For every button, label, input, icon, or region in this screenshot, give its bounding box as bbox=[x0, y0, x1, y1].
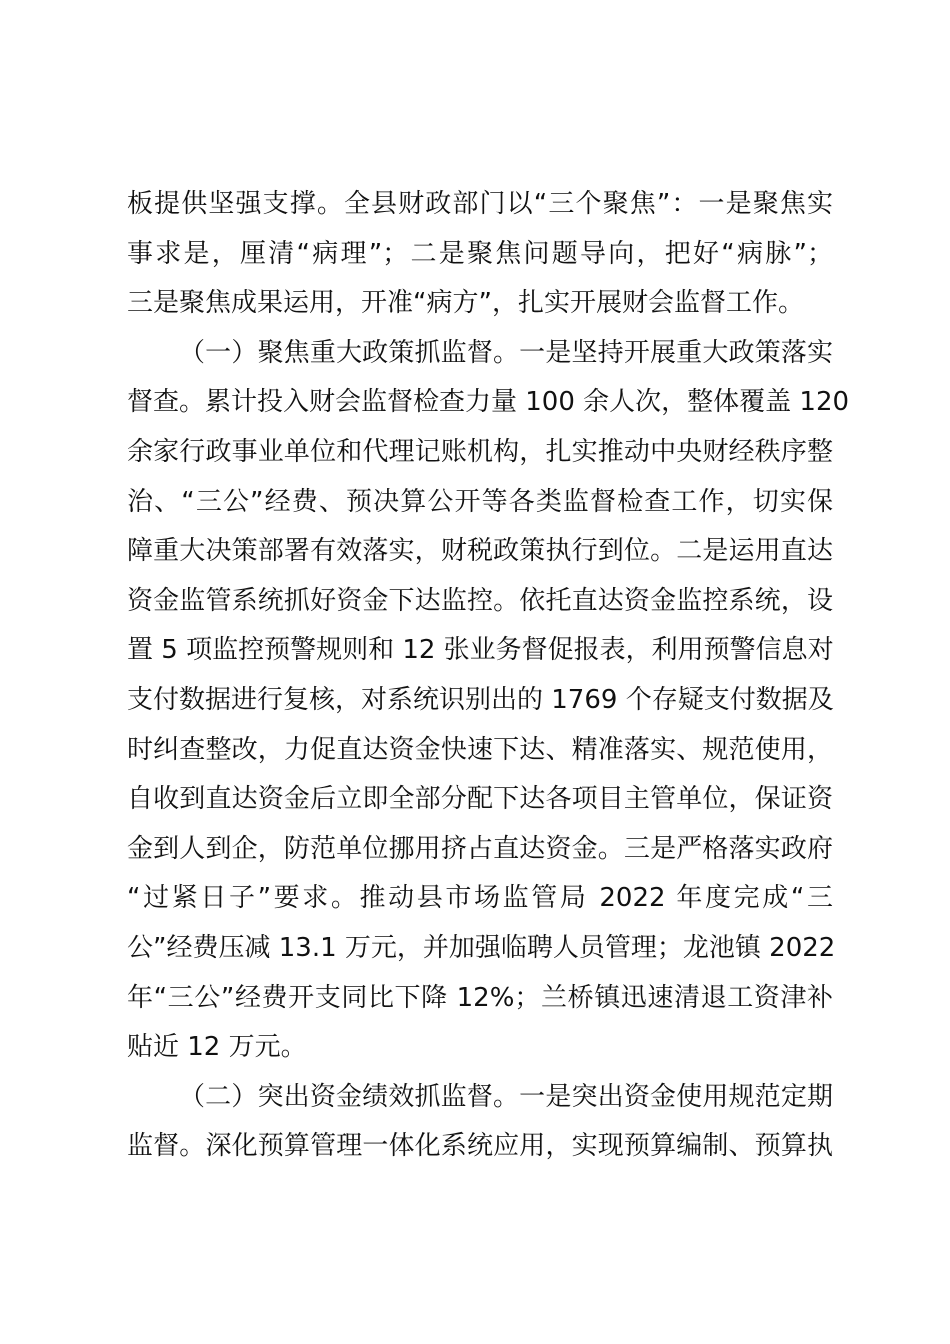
paragraph-section-2 bbox=[127, 1073, 833, 1172]
text-line: 板提供坚强支撑。全县财政部门以“三个聚焦”：一是聚焦实 bbox=[127, 189, 833, 219]
text-line: 督查。累计投入财会监督检查力量 100 余人次，整体覆盖 120 bbox=[127, 387, 850, 418]
text-line: 自收到直达资金后立即全部分配下达各项目主管单位，保证资 bbox=[127, 784, 833, 815]
text-line: （一）聚焦重大政策抓监督。一是坚持开展重大政策落实 bbox=[179, 337, 833, 368]
text-line: 时纠查整改，力促直达资金快速下达、精准落实、规范使用， bbox=[127, 734, 833, 765]
text-line: 支付数据进行复核，对系统识别出的 1769 个存疑支付数据及 bbox=[127, 684, 834, 715]
text-line: 金到人到企，防范单位挪用挤占直达资金。三是严格落实政府 bbox=[127, 833, 833, 864]
text-line: “过紧日子”要求。推动县市场监管局 2022 年度完成“三 bbox=[127, 883, 833, 914]
text-line: 监督。深化预算管理一体化系统应用，实现预算编制、预算执 bbox=[127, 1131, 833, 1162]
text-line: 资金监管系统抓好资金下达监控。依托直达资金监控系统，设 bbox=[127, 585, 833, 616]
text-line: 治、“三公”经费、预决算公开等各类监督检查工作，切实保 bbox=[127, 486, 833, 517]
text-line: （二）突出资金绩效抓监督。一是突出资金使用规范定期 bbox=[179, 1081, 833, 1112]
text-line: 余家行政事业单位和代理记账机构，扎实推动中央财经秩序整 bbox=[127, 436, 833, 467]
paragraph-section-1 bbox=[127, 329, 850, 1073]
document-body bbox=[127, 180, 850, 1172]
text-line: 三是聚焦成果运用，开准“病方”，扎实开展财会监督工作。 bbox=[127, 288, 804, 319]
text-line: 年“三公”经费开支同比下降 12%；兰桥镇迅速清退工资津补 bbox=[127, 982, 833, 1013]
text-line: 事求是，厘清“病理”；二是聚焦问题导向，把好“病脉”； bbox=[127, 238, 833, 269]
text-line: 公”经费压减 13.1 万元，并加强临聘人员管理；龙池镇 2022 bbox=[127, 932, 836, 963]
text-line: 障重大决策部署有效落实，财税政策执行到位。二是运用直达 bbox=[127, 536, 833, 567]
text-line: 置 5 项监控预警规则和 12 张业务督促报表，利用预警信息对 bbox=[127, 635, 834, 666]
paragraph-intro bbox=[127, 180, 833, 329]
text-line: 贴近 12 万元。 bbox=[127, 1032, 307, 1063]
